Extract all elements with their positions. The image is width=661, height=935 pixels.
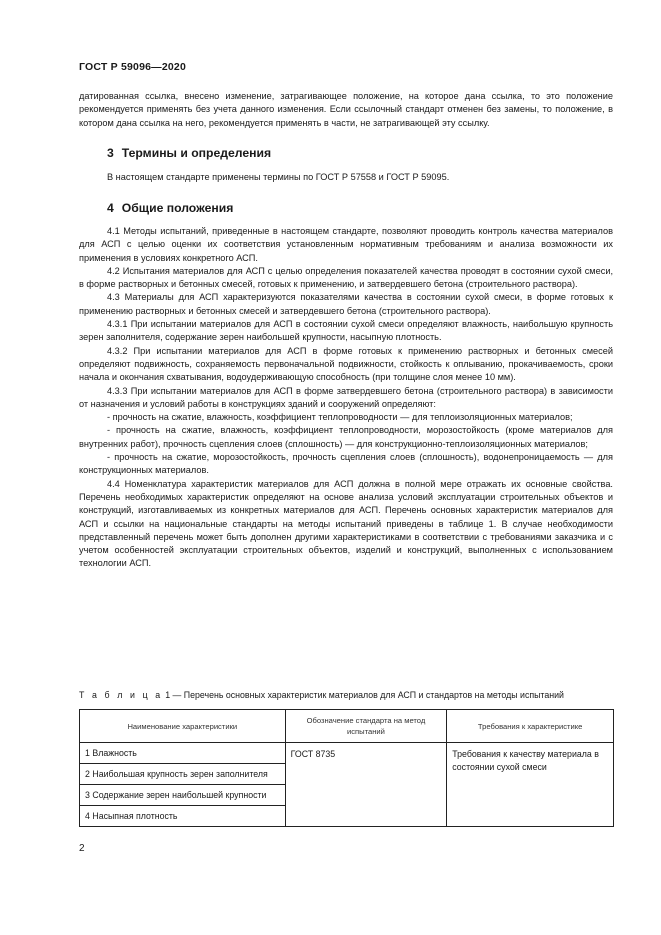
section-4-title: Общие положения xyxy=(121,201,234,215)
list-item-structural-thermal: - прочность на сжатие, влажность, коэффициент теплопроводности, морозостойкость (кроме материалов для внутренних работ), прочность сцепления слоев (сплошность) — для конструкционно-теплоизоляционных материалов; xyxy=(79,425,613,449)
table-caption xyxy=(79,690,564,700)
table-row xyxy=(80,743,614,764)
row-characteristic: 1 Влажность xyxy=(80,743,286,764)
section-3-title: Термины и определения xyxy=(121,146,272,160)
standard-cell: ГОСТ 8735 xyxy=(285,743,447,827)
requirement-cell: Требования к качеству материала в состоянии сухой смеси xyxy=(447,743,614,827)
clause-4-4: 4.4 Номенклатура характеристик материалов для АСП должна в полной мере отражать их основные свойства. Перечень необходимых характеристик определяют на основе анализа условий эксплуатации строительных объектов и конструкций, изготавливаемых из конкретных материалов для АСП. Перечень основных характеристик материалов для АСП и ссылки на национальные стандарты на методы испытаний приведены в таблице 1. В случае необходимости представленный перечень может быть дополнен другими характеристиками в соответствии с требованиями заказчика и с учетом особенностей эксплуатации строительных объектов, изделий и конструкций, выполненных с использованием технологии АСП. xyxy=(79,478,613,569)
section-3-paragraph: В настоящем стандарте применены термины по ГОСТ Р 57558 и ГОСТ Р 59095. xyxy=(107,172,450,182)
section-4-number: 4 xyxy=(107,201,114,215)
list-item-structural: - прочность на сжатие, морозостойкость, прочность сцепления слоев (сплошность), водонепроницаемость — для конструкционных материалов. xyxy=(79,452,613,476)
table-caption-label: Т а б л и ц а xyxy=(79,690,163,700)
row-characteristic: 4 Насыпная плотность xyxy=(80,806,286,827)
clause-4-3-3: 4.3.3 При испытании материалов для АСП в форме затвердевшего бетона (строительного раствора) в зависимости от назначения и условий работы в конструкциях зданий и сооружений определяют: xyxy=(79,385,613,409)
header-requirement: Требования к характеристике xyxy=(447,710,614,743)
row-characteristic: 3 Содержание зерен наибольшей крупности xyxy=(80,785,286,806)
section-4-heading xyxy=(107,201,233,215)
section-4-body xyxy=(79,225,613,571)
table-caption-text: 1 — Перечень основных характеристик материалов для АСП и стандартов на методы испытаний xyxy=(165,690,564,700)
clause-4-1: 4.1 Методы испытаний, приведенные в настоящем стандарте, позволяют проводить контроль качества материалов для АСП с целью оценки их соответствия установленным нормативным требованиям и анализа возможности их применения в условиях конкретного АСП. xyxy=(79,226,613,263)
section-3-number: 3 xyxy=(107,146,114,160)
clause-4-3-2: 4.3.2 При испытании материалов для АСП в форме готовых к применению растворных и бетонных смесей определяют подвижность, сохраняемость первоначальной подвижности, стойкость к оплыванию, прокачиваемость, сроки начала и окончания схватывания, водоудерживающую способность (при толщине слоя менее 10 мм). xyxy=(79,345,613,383)
list-item-thermal: - прочность на сжатие, влажность, коэффициент теплопроводности — для теплоизоляционных материалов; xyxy=(107,412,573,423)
clause-4-3: 4.3 Материалы для АСП характеризуются показателями качества в состоянии сухой смеси, в форме готовых к применению растворных и бетонных смесей и затвердевшего бетона (строительного раствора). xyxy=(79,292,613,316)
intro-paragraph: датированная ссылка, внесено изменение, затрагивающее положение, на которое дана ссылка, то это положение рекомендуется применять без учета данного изменения. Если ссылочный стандарт отменен без замены, то положение, в котором дана ссылка на него, рекомендуется применять в части, не затрагивающей эту ссылку. xyxy=(79,91,613,128)
table-header-row xyxy=(80,710,614,743)
section-3-body xyxy=(79,171,613,184)
page-number: 2 xyxy=(79,843,85,854)
characteristics-table xyxy=(79,709,614,827)
section-3-heading xyxy=(107,146,271,160)
clause-4-3-1: 4.3.1 При испытании материалов для АСП в состоянии сухой смеси определяют влажность, наибольшую крупность зерен заполнителя, содержание зерен наибольшей крупности, насыпную плотность. xyxy=(79,319,613,343)
document-header: ГОСТ Р 59096—2020 xyxy=(79,61,187,73)
header-standard: Обозначение стандарта на метод испытаний xyxy=(285,710,447,743)
clause-4-2: 4.2 Испытания материалов для АСП с целью определения показателей качества проводят в состоянии сухой смеси, в форме растворных и бетонных смесей, готовых к применению, и затвердевшего бетона (строительного раствора). xyxy=(79,265,613,290)
intro-block xyxy=(79,90,613,130)
row-characteristic: 2 Наибольшая крупность зерен заполнителя xyxy=(80,764,286,785)
header-characteristic: Наименование характеристики xyxy=(80,710,286,743)
